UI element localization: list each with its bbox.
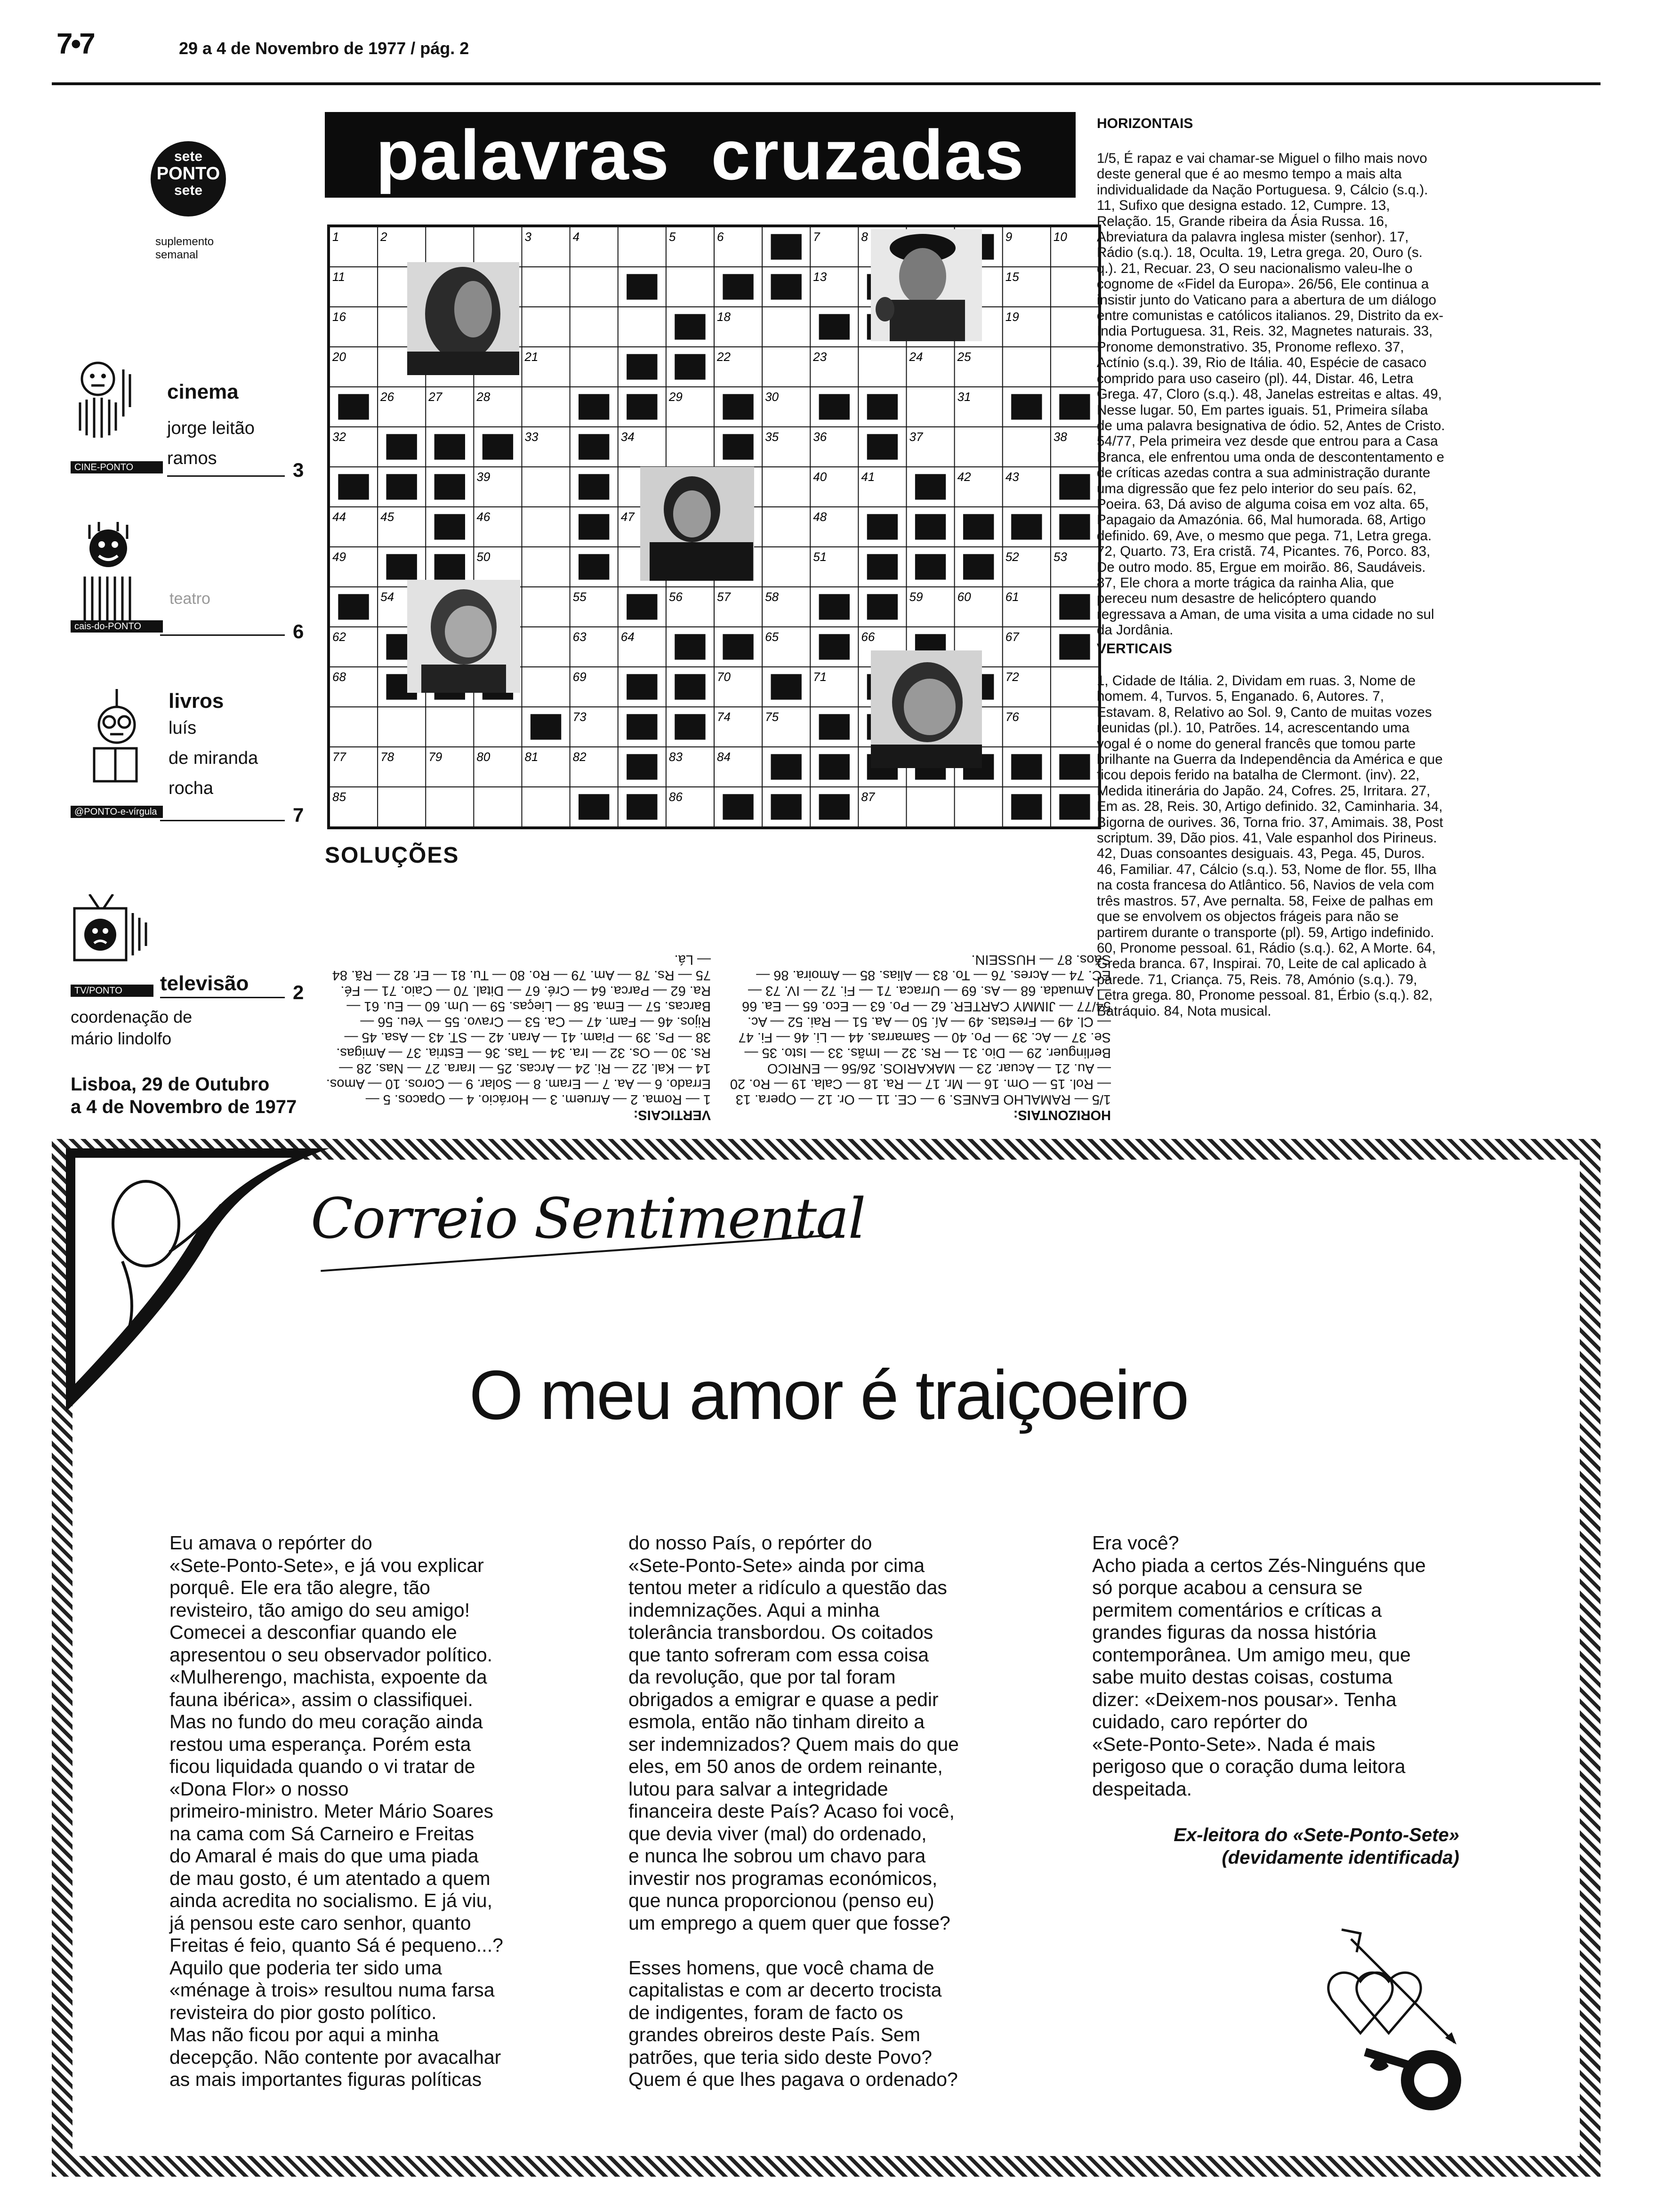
crossword-title: palavras cruzadas xyxy=(325,112,1076,198)
black-square xyxy=(1011,754,1042,779)
black-square xyxy=(675,714,705,739)
cell-number: 20 xyxy=(332,350,346,364)
cell-number: 40 xyxy=(813,470,827,484)
cell-number: 59 xyxy=(909,590,923,604)
cell-number: 78 xyxy=(380,750,394,764)
cell-number: 80 xyxy=(476,750,491,764)
cell-number: 55 xyxy=(572,590,587,604)
black-square xyxy=(1011,794,1042,819)
black-square xyxy=(627,394,657,419)
black-square xyxy=(627,714,657,739)
cell-number: 29 xyxy=(668,390,683,404)
black-square xyxy=(386,474,417,499)
black-square xyxy=(1011,514,1042,539)
cell-number: 41 xyxy=(861,470,875,484)
black-square xyxy=(819,754,850,779)
black-square xyxy=(579,554,609,579)
cell-number: 15 xyxy=(1005,270,1019,284)
cell-number: 43 xyxy=(1005,470,1019,484)
cell-number: 53 xyxy=(1053,550,1067,564)
black-square xyxy=(1011,394,1042,419)
black-square xyxy=(338,474,369,499)
black-square xyxy=(386,554,417,579)
black-square xyxy=(771,234,802,259)
black-square xyxy=(771,274,802,299)
black-square xyxy=(434,434,465,459)
black-square xyxy=(819,714,850,739)
cell-number: 75 xyxy=(765,710,779,724)
cell-number: 71 xyxy=(813,670,827,684)
cell-number: 6 xyxy=(717,230,724,244)
black-square xyxy=(579,474,609,499)
black-square xyxy=(386,434,417,459)
cell-number: 68 xyxy=(332,670,346,684)
cell-number: 37 xyxy=(909,430,923,444)
section-title-televisao[interactable]: televisão xyxy=(160,972,249,995)
cell-number: 35 xyxy=(765,430,779,444)
black-square xyxy=(867,594,898,619)
cell-number: 79 xyxy=(428,750,442,764)
black-square xyxy=(771,794,802,819)
cell-number: 81 xyxy=(524,750,539,764)
section-credit-cinema: jorge leitão ramos xyxy=(167,418,255,468)
black-square xyxy=(723,394,753,419)
correio-signature: Ex-leitora do «Sete-Ponto-Sete» (devidamente identificada) xyxy=(1174,1825,1459,1868)
horizontais-clues: 1/5, É rapaz e vai chamar-se Miguel o filho mais novo deste general que é ao mesmo tempo a mais alta individualidade da Nação Portuguesa. 9, Cálcio (s.q.). 11, Sufixo que designa estado. 12, Cumpre. 13, Relação. 15, Grande ribeira da Ásia Russa. 16, Abreviatura da palavra inglesa mister (senhor). 17, Rádio (s.q.). 18, Oculta. 19, Letra grega. 20, Ouro (s. q.). 21, Recuar. 23, O seu nacionalismo valeu-lhe o cognome de «Fidel da Europa». 26/56, Ele continua a insistir junto do Vaticano para a abertura de um diálogo entre comunistas e católicos italianos. 29, Distrito da ex-India Portuguesa. 31, Reis. 32, Magnetes naturais. 33, Pronome demonstrativo. 35, Pronome reflexo. 37, Actínio (s.q.). 39, Rio de Itália. 40, Espécie de casaco comprido para uso caseiro (pl). 44, Distar. 46, Letra Grega. 47, Cloro (s.q.). 48, Janelas estreitas e altas. 49, Nesse lugar. 50, Em partes iguais. 51, Primeira sílaba de uma palavra besignativa de ódio. 52, Antes de Cristo. 54/77, Pela primeira vez desde que entrou para a Casa Branca, ele enfrentou uma onda de descontentamento e de críticas azedas contra a sua administração durante uma digressão que fez pelo interior do seu país. 62, Poeira. 63, Dá aviso de alguma coisa em voz alta. 65, Papagaio da Amazónia. 66, Mal humorada. 68, Artigo definido. 69, Ave, o mesmo que pega. 71, Letra grega. 72, Quarto. 73, Era cristã. 74, Picantes. 76, Porco. 83, De outro modo. 85, Ergue em moirão. 86, Saudáveis. 87, Ele chora a morte trágica da rainha Alia, que pereceu num desastre de helicóptero quando regressava a Aman, de uma visita a uma cidade no sul da Jordânia. xyxy=(1097,151,1445,638)
cell-number: 39 xyxy=(476,470,491,484)
black-square xyxy=(434,554,465,579)
cell-number: 1 xyxy=(332,230,339,244)
photo-ramalho-eanes xyxy=(871,229,982,341)
cell-number: 5 xyxy=(668,230,676,244)
cell-number: 28 xyxy=(476,390,491,404)
cell-number: 51 xyxy=(813,550,827,564)
black-square xyxy=(819,394,850,419)
black-square xyxy=(1059,754,1090,779)
hearts-arrow-icon xyxy=(1295,1911,1483,2113)
verticais-heading: VERTICAIS xyxy=(1097,641,1173,657)
cell-number: 87 xyxy=(861,790,875,804)
photo-makarios xyxy=(640,467,754,581)
correio-column-3: Era você? Acho piada a certos Zés-Ninguéns que só porque acabou a censura se permitem comentários e críticas a grandes figuras da nossa história contemporânea. Um amigo meu, que sabe muito destas coisas, costuma dizer: «Deixem-nos pousar». Tenha cuidado, caro repórter do «Sete-Ponto-Sete». Nada é mais perigoso que o coração duma leitora despeitada. xyxy=(1092,1532,1426,1800)
black-square xyxy=(579,794,609,819)
verticais-clues: 1, Cidade de Itália. 2, Dividam em ruas. 3, Nome de homem. 4, Turvos. 5, Enganado. 6, Autores. 7, Estavam. 8, Relativo ao Sol. 9, Canto de muitas vozes reunidas (pl.). 10, Patrões. 14, acrescentando uma vogal é o nome do general francês que tomou parte brilhante na Guerra da Independência da América e que ficou depois ferido na batalha de Clermont. (inv). 22, Medida itinerária do Japão. 24, Cofres. 25, Irritara. 27, Em as. 28, Reis. 30, Artigo definido. 32, Caminharia. 34, Bigorna de ourives. 36, Torna frio. 37, Amimais. 38, Post scriptum. 39, Dão pios. 41, Vale espanhol dos Pirineus. 42, Duas consoantes desiguais. 43, Pega. 45, Duros. 46, Familiar. 47, Cálcio (s.q.). 53, Nome de flor. 55, Ilha na costa francesa do Atlântico. 56, Navios de vela com três mastros. 57, Ave pernalta. 58, Feixe de palhas em que se envolvem os objectos frágeis para não se partirem durante o transporte (pl). 59, Artigo indefinido. 60, Pronome pessoal. 61, Rádio (s.q.). 62, A Morte. 64, Greda branca. 67, Inspirai. 70, Leite de cal aplicado à parede. 71, Criança. 75, Reis. 78, Amónio (s.q.). 79, Letra grega. 80, Pronome pessoal. 81, Érbio (s.q.). 82, Batráquio. 84, Nota musical. xyxy=(1097,673,1443,1019)
cell-number: 83 xyxy=(668,750,683,764)
correio-column-2: do nosso País, o repórter do «Sete-Ponto-Sete» ainda por cima tentou meter a ridículo a questão das indemnizações. Aqui a minha tolerância transbordou. Os coitados que tanto sofreram com essa coisa da revolução, que por tal foram obrigados a emigrar e quase a pedir esmola, então não tinham direito a ser indemnizados? Quem mais do que eles, em 50 anos de ordem reinante, lutou para salvar a integridade financeira deste País? Acaso foi você, que devia viver (mal) do ordenado, e nunca lhe sobrou um chavo para investir nos programas económicos, que nunca proporcionou (penso eu) um emprego a quem quer que fosse? Esses homens, que você chama de capitalistas e com ar decerto trocista de indigentes, foram de facto os grandes obreiros deste País. Sem patrões, que teria sido deste Povo? Quem é que lhes pagava o ordenado? xyxy=(628,1532,959,2090)
black-square xyxy=(1059,794,1090,819)
solutions-horizontais xyxy=(725,875,1111,1122)
section-rule-teatro xyxy=(160,634,285,636)
black-square xyxy=(867,434,898,459)
section-title-cinema[interactable]: cinema xyxy=(167,380,239,403)
issue-date-page: 29 a 4 de Novembro de 1977 / pág. 2 xyxy=(179,39,469,58)
black-square xyxy=(675,634,705,659)
brand-line-2: PONTO xyxy=(156,164,220,184)
cell-number: 23 xyxy=(813,350,827,364)
television-icon xyxy=(71,894,146,965)
cell-number: 73 xyxy=(572,710,587,724)
black-square xyxy=(723,634,753,659)
black-square xyxy=(771,754,802,779)
cell-number: 25 xyxy=(957,350,971,364)
cell-number: 69 xyxy=(572,670,587,684)
issue-date-long: Lisboa, 29 de Outubro a 4 de Novembro de 1977 xyxy=(71,1074,297,1117)
books-icon xyxy=(80,687,155,758)
black-square xyxy=(675,674,705,699)
cell-number: 52 xyxy=(1005,550,1019,564)
cell-number: 38 xyxy=(1053,430,1067,444)
black-square xyxy=(627,674,657,699)
brand-line-3: sete xyxy=(174,183,203,198)
cell-number: 57 xyxy=(717,590,731,604)
section-page-teatro: 6 xyxy=(293,620,304,642)
section-page-livros: 7 xyxy=(293,804,304,826)
black-square xyxy=(723,274,753,299)
black-square xyxy=(867,514,898,539)
black-square xyxy=(915,474,946,499)
section-title-livros[interactable]: livros xyxy=(169,689,224,713)
cell-number: 9 xyxy=(1005,230,1013,244)
cell-number: 82 xyxy=(572,750,587,764)
section-credit-livros: luís de miranda rocha xyxy=(169,718,258,798)
solutions-verticais xyxy=(325,875,711,1122)
black-square xyxy=(338,594,369,619)
header-rule xyxy=(52,82,1601,85)
black-square xyxy=(579,394,609,419)
cell-number: 34 xyxy=(620,430,635,444)
photo-hussein xyxy=(871,650,982,768)
photo-jimmy-carter xyxy=(407,580,520,693)
cell-number: 77 xyxy=(332,750,346,764)
black-square xyxy=(867,394,898,419)
cell-number: 8 xyxy=(861,230,868,244)
brand-badge xyxy=(151,141,226,216)
black-square xyxy=(434,474,465,499)
section-rule-televisao xyxy=(160,997,285,998)
cell-number: 4 xyxy=(572,230,580,244)
black-square xyxy=(963,514,994,539)
black-square xyxy=(338,394,369,419)
cell-number: 61 xyxy=(1005,590,1019,604)
cell-number: 18 xyxy=(717,310,731,324)
cell-number: 31 xyxy=(957,390,971,404)
section-tag-livros: @PONTO-e-vírgula xyxy=(71,806,163,818)
black-square xyxy=(675,314,705,339)
cell-number: 60 xyxy=(957,590,971,604)
black-square xyxy=(579,434,609,459)
solutions-verticais-text: 1 — Roma. 2 — Arruem. 3 — Horácio. 4 — Opacos. 5 — Errado. 6 — Aa. 7 — Eram. 8 — Solar. 9 — Coros. 10 — Amos. 14 — Kal. 22 — Ri. 24 — Arcas. 25 — Irara. 27 — Nas. 28 — Rs. 30 — Os. 32 — Ira. 34 — Tas. 36 — Estria. 37 — Amigas. 38 — Ps. 39 — Piam. 41 — Aran. 42 — ST. 43 — Asa. 45 — Rijos. 46 — Fam. 47 — Ca. 53 — Cravo. 55 — Yeu. 56 — Barcas. 57 — Ema. 58 — Lieças. 59 — Um. 60 — Eu. 61 — Ra. 62 — Parca. 64 — Cré. 67 — Dital. 70 — Caio. 71 — Fé. 75 — Rs. 78 — Am. 79 — Ro. 80 — Tu. 81 — Er. 82 — Rã. 84 — Lá. xyxy=(326,952,711,1107)
cell-number: 32 xyxy=(332,430,346,444)
black-square xyxy=(1059,514,1090,539)
cell-number: 19 xyxy=(1005,310,1019,324)
cell-number: 49 xyxy=(332,550,346,564)
black-square xyxy=(771,674,802,699)
cell-number: 24 xyxy=(909,350,923,364)
cell-number: 54 xyxy=(380,590,394,604)
cell-number: 27 xyxy=(428,390,442,404)
cell-number: 85 xyxy=(332,790,346,804)
cell-number: 30 xyxy=(765,390,779,404)
black-square xyxy=(531,714,561,739)
black-square xyxy=(819,634,850,659)
cell-number: 65 xyxy=(765,630,779,644)
cell-number: 56 xyxy=(668,590,683,604)
cell-number: 33 xyxy=(524,430,539,444)
correio-script-title: Correio Sentimental xyxy=(311,1186,865,1251)
black-square xyxy=(1059,634,1090,659)
cell-number: 45 xyxy=(380,510,394,524)
solutions-title: SOLUÇÕES xyxy=(325,843,459,868)
black-square xyxy=(915,554,946,579)
black-square xyxy=(627,274,657,299)
section-tag-cinema: CINE-PONTO xyxy=(71,461,163,473)
cell-number: 72 xyxy=(1005,670,1019,684)
black-square xyxy=(483,434,513,459)
black-square xyxy=(1059,474,1090,499)
black-square xyxy=(723,794,753,819)
cell-number: 36 xyxy=(813,430,827,444)
supplement-label: suplemento semanal xyxy=(155,235,214,261)
cell-number: 2 xyxy=(380,230,387,244)
cell-number: 66 xyxy=(861,630,875,644)
cell-number: 3 xyxy=(524,230,531,244)
black-square xyxy=(963,554,994,579)
section-rule-livros xyxy=(160,820,285,821)
section-page-televisao: 2 xyxy=(293,981,304,1003)
cell-number: 48 xyxy=(813,510,827,524)
black-square xyxy=(1059,394,1090,419)
black-square xyxy=(434,514,465,539)
black-square xyxy=(627,754,657,779)
black-square xyxy=(627,594,657,619)
photo-enrico-berlinguer xyxy=(407,262,519,375)
solutions-verticais-heading: VERTICAIS: xyxy=(633,1107,711,1122)
cell-number: 22 xyxy=(717,350,731,364)
cell-number: 21 xyxy=(524,350,539,364)
cell-number: 47 xyxy=(620,510,635,524)
solutions-horizontais-text: 1/5 — RAMALHO EANES. 9 — CE. 11 — Or. 12 — Opera. 13 — Rol. 15 — Om. 16 — Mr. 17 — Ra. 18 — Cala. 19 — Ro. 20 — Au. 21 — Acuar. 23 — MAKARIOS. 26/56 — ENRICO Berlinguer. 29 — Dio. 31 — Rs. 32 — Imãs. 33 — Isto. 35 — Se. 37 — Ac. 39 — Po. 40 — Samarras. 44 — Li. 46 — Fi. 47 — Cl. 49 — Frestas. 49 — Aí. 50 — Aa. 51 — Rai. 52 — Ac. 54/77 — JIMMY CARTER. 62 — Po. 63 — Eco. 65 — Ea. 66 — Amuada. 68 — As. 69 — Urraca. 71 — Fi. 72 — IV. 73 — EC. 74 — Acres. 76 — To. 83 — Alias. 85 — Amoira. 86 — Sãos. 87 — HUSSEIN. xyxy=(730,952,1111,1107)
black-square xyxy=(579,514,609,539)
cell-number: 16 xyxy=(332,310,346,324)
cell-number: 58 xyxy=(765,590,779,604)
cell-number: 11 xyxy=(332,270,345,284)
section-tag-teatro: cais-do-PONTO xyxy=(71,620,163,633)
cell-number: 50 xyxy=(476,550,491,564)
black-square xyxy=(867,554,898,579)
black-square xyxy=(1059,594,1090,619)
correio-headline: O meu amor é traiçoeiro xyxy=(469,1356,1188,1434)
cell-number: 84 xyxy=(717,750,731,764)
cell-number: 67 xyxy=(1005,630,1019,644)
theatre-icon xyxy=(71,520,146,591)
masthead-logo: 7•7 xyxy=(56,28,94,60)
cell-number: 13 xyxy=(813,270,827,284)
black-square xyxy=(675,354,705,379)
black-square xyxy=(819,314,850,339)
black-square xyxy=(627,794,657,819)
section-tag-televisao: TV/PONTO xyxy=(71,985,153,997)
cell-number: 26 xyxy=(380,390,394,404)
black-square xyxy=(723,434,753,459)
cell-number: 86 xyxy=(668,790,683,804)
cell-number: 64 xyxy=(620,630,635,644)
cell-number: 44 xyxy=(332,510,346,524)
black-square xyxy=(819,594,850,619)
black-square xyxy=(819,794,850,819)
section-page-cinema: 3 xyxy=(293,459,304,481)
solutions-horizontais-heading: HORIZONTAIS: xyxy=(1013,1107,1111,1122)
black-square xyxy=(915,514,946,539)
cell-number: 10 xyxy=(1053,230,1067,244)
cinema-icon xyxy=(71,360,146,431)
cell-number: 46 xyxy=(476,510,491,524)
cell-number: 70 xyxy=(717,670,731,684)
cell-number: 42 xyxy=(957,470,971,484)
section-credit-televisao: coordenação de mário lindolfo xyxy=(71,1007,193,1048)
cell-number: 7 xyxy=(813,230,820,244)
horizontais-heading: HORIZONTAIS xyxy=(1097,116,1193,131)
crossword-grid xyxy=(327,224,1101,829)
section-credit-teatro: teatro xyxy=(169,590,210,608)
section-rule-cinema xyxy=(167,475,285,477)
brand-line-1: sete xyxy=(174,149,203,164)
correio-column-1: Eu amava o repórter do «Sete-Ponto-Sete», e já vou explicar porquê. Ele era tão alegre, tão revisteiro, tão amigo do seu amigo! Comecei a desconfiar quando ele apresentou o seu observador político. «Mulherengo, machista, expoente da fauna ibérica», assim o classifiquei. Mas no fundo do meu coração ainda restou uma esperança. Porém esta ficou liquidada quando o vi tratar de «Dona Flor» o nosso primeiro-ministro. Meter Mário Soares na cama com Sá Carneiro e Freitas do Amaral é mais do que uma piada de mau gosto, é um atentado a quem ainda acredita no socialismo. E já viu, já pensou este caro senhor, quanto Freitas é feio, quanto Sá é pequeno...? Aquilo que poderia ter sido uma «ménage à trois» resultou numa farsa revisteira do pior gosto político. Mas não ficou por aqui a minha decepção. Não contente por avacalhar as mais importantes figuras políticas xyxy=(169,1532,503,2090)
black-square xyxy=(627,354,657,379)
cell-number: 76 xyxy=(1005,710,1019,724)
cell-number: 63 xyxy=(572,630,587,644)
cell-number: 74 xyxy=(717,710,731,724)
cell-number: 62 xyxy=(332,630,346,644)
